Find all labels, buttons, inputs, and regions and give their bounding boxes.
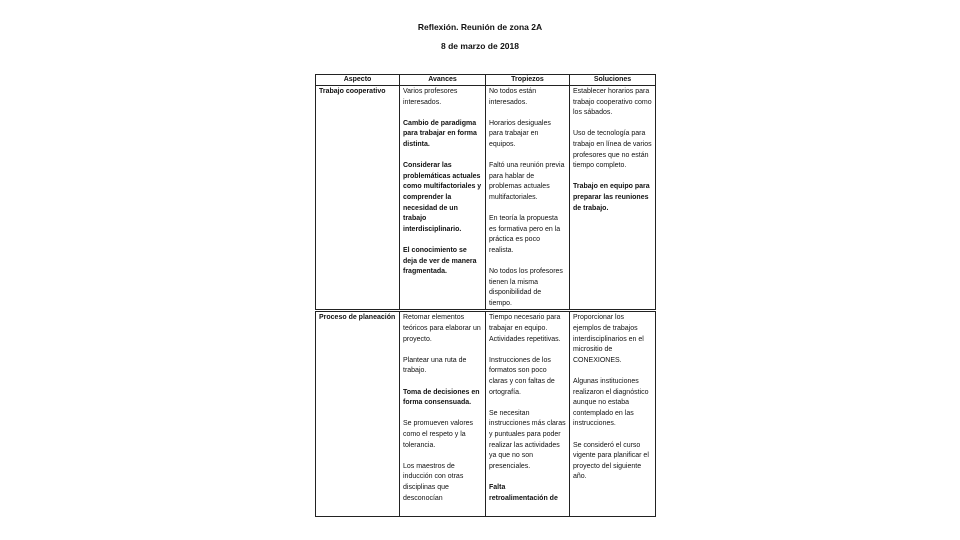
solucion-item: Uso de tecnología para trabajo en línea de varios profesores que no están tiempo completo. — [573, 130, 652, 170]
tropiezo-item: Horarios desiguales para trabajar en equipos. — [489, 119, 551, 148]
avance-item: Varios profesores interesados. — [403, 88, 458, 106]
solucion-item: Proporcionar los ejemplos de trabajos interdisciplinarios en el micrositio de CONEXIONES. — [573, 314, 644, 364]
aspect-cell: Proceso de planeación — [316, 311, 400, 517]
soluciones-cell — [570, 311, 656, 517]
soluciones-cell — [570, 86, 656, 311]
aspect-cell: Trabajo cooperativo — [316, 86, 400, 311]
reflection-table — [315, 74, 656, 517]
avance-item: Cambio de paradigma para trabajar en forma distinta. — [403, 119, 477, 148]
avances-cell — [400, 86, 486, 311]
tropiezos-cell — [486, 86, 570, 311]
tropiezo-item: No todos los profesores tienen la misma disponibilidad de tiempo. — [489, 268, 563, 307]
avance-item: Retomar elementos teóricos para elaborar un proyecto. — [403, 314, 481, 343]
header-aspecto: Aspecto — [316, 75, 400, 86]
tropiezo-item: Faltó una reunión previa para hablar de problemas actuales multifactoriales. — [489, 162, 565, 201]
avance-item: Toma de decisiones en forma consensuada. — [403, 388, 480, 407]
document-title: Reflexión. Reunión de zona 2A — [417, 22, 543, 32]
document-date: 8 de marzo de 2018 — [441, 41, 519, 51]
avance-item: El conocimiento se deja de ver de manera fragmentada. — [403, 246, 477, 276]
table-row — [316, 311, 656, 517]
table-row — [316, 86, 656, 311]
solucion-item: Algunas instituciones realizaron el diagnóstico aunque no estaba contemplado en las instrucciones. — [573, 378, 649, 428]
tropiezo-item: Instrucciones de los formatos son poco claras y con faltas de ortografía. — [489, 356, 555, 396]
header-soluciones: Soluciones — [570, 75, 656, 86]
solucion-item: Trabajo en equipo para preparar las reuniones de trabajo. — [573, 183, 650, 212]
tropiezo-item: Falta retroalimentación de — [489, 483, 558, 502]
solucion-item: Se consideró el curso vigente para planificar el proyecto del siguiente año. — [573, 441, 649, 481]
avance-item: Plantear una ruta de trabajo. — [403, 356, 467, 375]
avance-item: Se promueven valores como el respeto y la tolerancia. — [403, 420, 474, 449]
header-tropiezos: Tropiezos — [486, 75, 570, 86]
tropiezo-item: No todos están interesados. — [489, 88, 537, 106]
solucion-item: Establecer horarios para trabajo cooperativo como los sábados. — [573, 88, 652, 117]
avance-item: Considerar las problemáticas actuales como multifactoriales y comprender la necesidad de un trabajo interdisciplinario. — [403, 162, 482, 233]
tropiezo-item: En teoría la propuesta es formativa pero en la práctica es poco realista. — [489, 215, 561, 254]
tropiezo-item: Se necesitan instrucciones más claras y puntuales para poder realizar las actividades ya que no son presenciales. — [489, 409, 566, 470]
tropiezos-cell — [486, 311, 570, 517]
header-avances: Avances — [400, 75, 486, 86]
avances-cell — [400, 311, 486, 517]
tropiezo-item: Tiempo necesario para trabajar en equipo. Actividades repetitivas. — [489, 314, 561, 343]
avance-item: Los maestros de inducción con otras disciplinas que desconocían — [403, 462, 464, 502]
table-header-row — [316, 75, 656, 86]
